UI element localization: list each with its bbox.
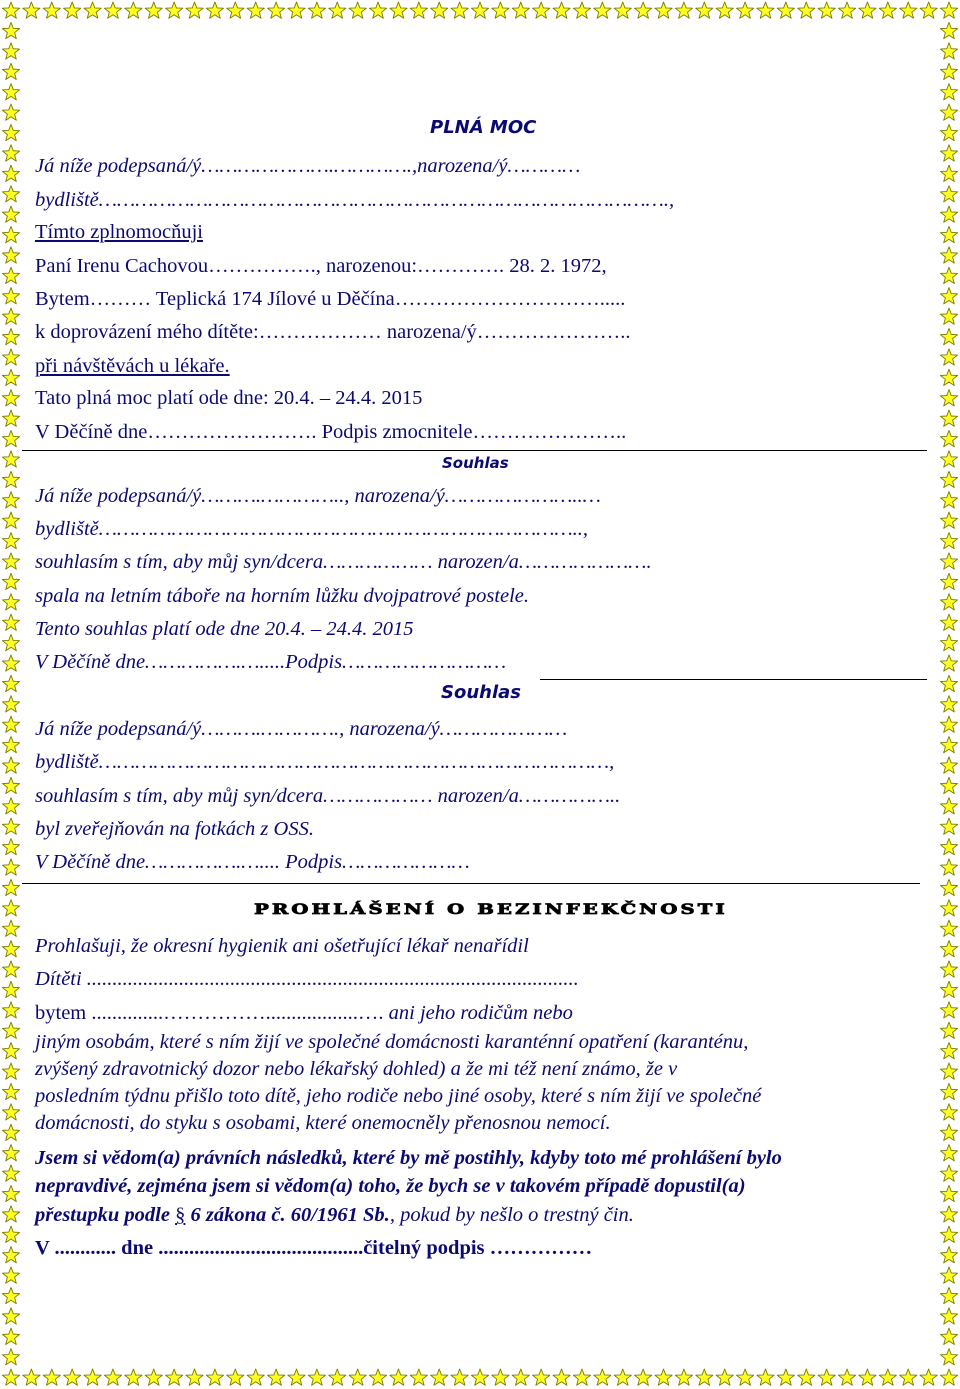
- border-star-icon: [410, 2, 427, 18]
- border-star-icon: [145, 1369, 162, 1385]
- border-star-icon: [940, 247, 957, 263]
- prohlaseni-line-10-c: , pokud by nešlo o trestný čin.: [389, 1204, 634, 1226]
- border-star-icon: [940, 1124, 957, 1140]
- plna-moc-line-8: Tato plná moc platí ode dne: 20.4. – 24.4. 2015: [35, 387, 423, 409]
- border-star-icon: [940, 206, 957, 222]
- border-star-icon: [186, 1369, 203, 1385]
- prohlaseni-line-1: Prohlašuji, že okresní hygienik ani ošetřující lékař nenařídil: [35, 935, 529, 957]
- border-star-icon: [2, 328, 19, 344]
- border-star-icon: [2, 655, 19, 671]
- border-star-icon: [940, 430, 957, 446]
- border-star-icon: [2, 981, 19, 997]
- border-star-icon: [940, 614, 957, 630]
- border-star-icon: [573, 1369, 590, 1385]
- border-star-icon: [940, 2, 957, 18]
- border-star-icon: [431, 1369, 448, 1385]
- border-star-icon: [900, 2, 917, 18]
- border-star-icon: [940, 675, 957, 691]
- border-star-icon: [206, 2, 223, 18]
- border-star-icon: [2, 1043, 19, 1059]
- border-star-icon: [940, 1308, 957, 1324]
- border-star-icon: [166, 2, 183, 18]
- border-star-icon: [2, 1328, 19, 1344]
- border-star-icon: [614, 1369, 631, 1385]
- border-star-icon: [2, 369, 19, 385]
- plna-moc-line-2: bydliště………………………………………………………………………………….,: [35, 189, 675, 211]
- prohlaseni-banner: [165, 897, 817, 921]
- border-star-icon: [2, 267, 19, 283]
- border-star-icon: [940, 1043, 957, 1059]
- border-star-icon: [2, 1083, 19, 1099]
- souhlas2-line-5: V Děčíně dne…………….….... Podpis…………………: [35, 851, 470, 873]
- border-star-icon: [696, 1369, 713, 1385]
- border-star-icon: [43, 1369, 60, 1385]
- border-star-icon: [940, 961, 957, 977]
- border-star-icon: [940, 1328, 957, 1344]
- plna-moc-line-9: V Děčíně dne……………………. Podpis zmocnitele…………………..: [35, 421, 627, 443]
- souhlas2-line-1: Já níže podepsaná/ý……….…………., narozena/ý…………………: [35, 718, 568, 740]
- border-star-icon: [2, 1226, 19, 1242]
- border-star-icon: [940, 492, 957, 508]
- border-star-icon: [2, 757, 19, 773]
- border-star-icon: [145, 2, 162, 18]
- prohlaseni-line-11: V ............ dne ........................................čitelný podpis ……………: [35, 1237, 593, 1259]
- souhlas2-line-4: byl zveřejňován na fotkách z OSS.: [35, 818, 314, 840]
- border-star-icon: [757, 2, 774, 18]
- border-star-icon: [64, 2, 81, 18]
- border-star-icon: [553, 1369, 570, 1385]
- border-star-icon: [166, 1369, 183, 1385]
- border-star-icon: [940, 879, 957, 895]
- border-star-icon: [329, 1369, 346, 1385]
- border-star-icon: [2, 471, 19, 487]
- border-star-icon: [2, 777, 19, 793]
- border-star-icon: [2, 859, 19, 875]
- border-star-icon: [2, 186, 19, 202]
- border-star-icon: [512, 2, 529, 18]
- border-star-icon: [2, 675, 19, 691]
- border-star-icon: [777, 2, 794, 18]
- border-star-icon: [635, 1369, 652, 1385]
- border-star-icon: [2, 839, 19, 855]
- border-star-icon: [2, 145, 19, 161]
- border-star-icon: [410, 1369, 427, 1385]
- border-star-icon: [2, 288, 19, 304]
- border-star-icon: [2, 124, 19, 140]
- prohlaseni-line-10-b: 6 zákona č. 60/1961 Sb.: [185, 1204, 390, 1226]
- border-star-icon: [940, 1349, 957, 1365]
- border-star-icon: [940, 308, 957, 324]
- border-star-icon: [2, 573, 19, 589]
- border-star-icon: [492, 2, 509, 18]
- border-star-icon: [940, 145, 957, 161]
- souhlas1-line-3: souhlasím s tím, aby můj syn/dcera……………… narozen/a………………….: [35, 551, 652, 573]
- border-star-icon: [471, 1369, 488, 1385]
- border-star-icon: [920, 2, 937, 18]
- border-star-icon: [940, 696, 957, 712]
- border-star-icon: [2, 1349, 19, 1365]
- border-star-icon: [573, 2, 590, 18]
- border-star-icon: [349, 2, 366, 18]
- prohlaseni-line-6: posledním týdnu přišlo toto dítě, jeho rodiče nebo jiné osoby, které s ním žijí ve společné: [35, 1085, 762, 1107]
- border-star-icon: [2, 961, 19, 977]
- border-star-icon: [940, 920, 957, 936]
- border-star-icon: [940, 777, 957, 793]
- border-star-icon: [2, 920, 19, 936]
- border-star-icon: [940, 471, 957, 487]
- border-star-icon: [798, 2, 815, 18]
- border-star-icon: [431, 2, 448, 18]
- border-star-icon: [798, 1369, 815, 1385]
- border-star-icon: [43, 2, 60, 18]
- border-star-icon: [940, 1369, 957, 1385]
- border-star-icon: [23, 1369, 40, 1385]
- border-star-icon: [655, 1369, 672, 1385]
- border-star-icon: [2, 1267, 19, 1283]
- border-star-icon: [2, 1165, 19, 1181]
- prohlaseni-line-2: Dítěti ................................................................................................: [35, 968, 579, 990]
- border-star-icon: [2, 22, 19, 38]
- plna-moc-line-5: Bytem……… Teplická 174 Jílové u Děčína………………………….....: [35, 288, 626, 310]
- plna-moc-line-3: Tímto zplnomocňuji: [35, 221, 203, 243]
- souhlas2-line-3: souhlasím s tím, aby můj syn/dcera……………… narozen/a……………..: [35, 785, 621, 807]
- border-star-icon: [940, 1063, 957, 1079]
- border-star-icon: [2, 696, 19, 712]
- prohlaseni-line-3-b: ani jeho rodičům nebo: [388, 1002, 573, 1024]
- border-star-icon: [675, 2, 692, 18]
- border-star-icon: [940, 1165, 957, 1181]
- border-star-icon: [635, 2, 652, 18]
- border-star-icon: [471, 2, 488, 18]
- border-star-icon: [940, 1206, 957, 1222]
- border-star-icon: [2, 206, 19, 222]
- border-star-icon: [2, 818, 19, 834]
- border-star-icon: [594, 1369, 611, 1385]
- prohlaseni-line-7: domácnosti, do styku s osobami, které onemocněly přenosnou nemocí.: [35, 1112, 611, 1134]
- border-star-icon: [859, 1369, 876, 1385]
- souhlas1-line-6: V Děčíně dne…………….….....Podpis………………………: [35, 651, 507, 673]
- plna-moc-line-1: Já níže podepsaná/ý………………….………….,narozena/ý…………: [35, 155, 581, 177]
- border-star-icon: [716, 2, 733, 18]
- border-star-icon: [879, 1369, 896, 1385]
- border-star-icon: [186, 2, 203, 18]
- border-star-icon: [2, 879, 19, 895]
- border-star-icon: [900, 1369, 917, 1385]
- border-star-icon: [288, 2, 305, 18]
- border-star-icon: [940, 1145, 957, 1161]
- border-star-icon: [268, 2, 285, 18]
- border-star-icon: [940, 716, 957, 732]
- border-star-icon: [838, 1369, 855, 1385]
- border-star-icon: [940, 757, 957, 773]
- border-star-icon: [757, 1369, 774, 1385]
- border-star-icon: [2, 1247, 19, 1263]
- border-star-icon: [940, 818, 957, 834]
- border-star-icon: [940, 1267, 957, 1283]
- border-star-icon: [2, 390, 19, 406]
- border-star-icon: [940, 267, 957, 283]
- plna-moc-line-7: při návštěvách u lékaře.: [35, 355, 230, 377]
- border-star-icon: [2, 614, 19, 630]
- souhlas1-line-4: spala na letním táboře na horním lůžku dvojpatrové postele.: [35, 585, 530, 607]
- border-star-icon: [940, 839, 957, 855]
- border-star-icon: [533, 2, 550, 18]
- border-star-icon: [940, 63, 957, 79]
- border-star-icon: [349, 1369, 366, 1385]
- border-star-icon: [2, 1104, 19, 1120]
- border-star-icon: [818, 1369, 835, 1385]
- border-star-icon: [940, 165, 957, 181]
- border-star-icon: [2, 104, 19, 120]
- border-star-icon: [2, 512, 19, 528]
- border-star-icon: [940, 1083, 957, 1099]
- border-star-icon: [940, 512, 957, 528]
- border-star-icon: [84, 1369, 101, 1385]
- border-star-icon: [2, 1308, 19, 1324]
- border-star-icon: [2, 594, 19, 610]
- border-star-icon: [940, 1002, 957, 1018]
- border-star-icon: [2, 84, 19, 100]
- border-star-icon: [247, 2, 264, 18]
- border-star-icon: [940, 900, 957, 916]
- border-star-icon: [940, 1287, 957, 1303]
- souhlas1-line-1: Já níže podepsaná/ý……….………….., narozena/ý…………………..…: [35, 485, 601, 507]
- border-star-icon: [2, 1287, 19, 1303]
- border-star-icon: [2, 43, 19, 59]
- border-star-icon: [104, 1369, 121, 1385]
- border-star-icon: [940, 737, 957, 753]
- border-star-icon: [818, 2, 835, 18]
- border-star-icon: [2, 1063, 19, 1079]
- border-star-icon: [227, 1369, 244, 1385]
- border-star-icon: [288, 1369, 305, 1385]
- border-star-icon: [940, 186, 957, 202]
- border-star-icon: [247, 1369, 264, 1385]
- border-star-icon: [2, 430, 19, 446]
- border-star-icon: [329, 2, 346, 18]
- border-star-icon: [940, 124, 957, 140]
- divider-2: [540, 679, 927, 680]
- border-star-icon: [940, 634, 957, 650]
- border-star-icon: [308, 2, 325, 18]
- border-star-icon: [940, 859, 957, 875]
- prohlaseni-line-10: [35, 1203, 634, 1227]
- border-star-icon: [614, 2, 631, 18]
- souhlas-heading-1: Souhlas: [442, 454, 509, 472]
- border-star-icon: [125, 1369, 142, 1385]
- border-star-icon: [84, 2, 101, 18]
- border-star-icon: [2, 798, 19, 814]
- border-star-icon: [859, 2, 876, 18]
- border-star-icon: [2, 2, 19, 18]
- border-star-icon: [737, 2, 754, 18]
- border-star-icon: [940, 1247, 957, 1263]
- border-star-icon: [2, 63, 19, 79]
- border-star-icon: [2, 226, 19, 242]
- border-star-icon: [451, 2, 468, 18]
- prohlaseni-line-5: zvýšený zdravotnický dozor nebo lékařský dohled) a že mi též není známo, že v: [35, 1058, 678, 1080]
- border-star-icon: [104, 2, 121, 18]
- border-star-icon: [655, 2, 672, 18]
- border-star-icon: [940, 1104, 957, 1120]
- border-star-icon: [390, 1369, 407, 1385]
- divider-1: [22, 450, 927, 451]
- border-star-icon: [940, 553, 957, 569]
- border-star-icon: [2, 1206, 19, 1222]
- border-star-icon: [2, 492, 19, 508]
- border-star-icon: [940, 369, 957, 385]
- border-star-icon: [2, 1002, 19, 1018]
- border-star-icon: [2, 941, 19, 957]
- divider-3: [22, 883, 920, 884]
- border-star-icon: [940, 532, 957, 548]
- border-star-icon: [369, 2, 386, 18]
- border-star-icon: [2, 737, 19, 753]
- border-star-icon: [2, 247, 19, 263]
- souhlas-heading-2: Souhlas: [441, 682, 521, 703]
- border-star-icon: [2, 553, 19, 569]
- border-star-icon: [308, 1369, 325, 1385]
- border-star-icon: [2, 1022, 19, 1038]
- border-star-icon: [940, 594, 957, 610]
- plna-moc-line-4: Paní Irenu Cachovou……………., narozenou:…………. 28. 2. 1972,: [35, 255, 607, 277]
- border-star-icon: [268, 1369, 285, 1385]
- border-star-icon: [2, 1124, 19, 1140]
- border-star-icon: [940, 288, 957, 304]
- prohlaseni-line-3-a: bytem ..............……………..................….: [35, 1002, 389, 1024]
- border-star-icon: [940, 1185, 957, 1201]
- border-star-icon: [675, 1369, 692, 1385]
- prohlaseni-line-4: jiným osobám, které s ním žijí ve společné domácnosti karanténní opatření (karanténu,: [35, 1031, 749, 1053]
- border-star-icon: [940, 981, 957, 997]
- border-star-icon: [716, 1369, 733, 1385]
- border-star-icon: [940, 798, 957, 814]
- souhlas2-line-2: bydliště…………………………………………………………………………,: [35, 751, 615, 773]
- souhlas1-line-5: Tento souhlas platí ode dne 20.4. – 24.4. 2015: [35, 618, 414, 640]
- border-star-icon: [553, 2, 570, 18]
- border-star-icon: [940, 104, 957, 120]
- prohlaseni-line-10-a: přestupku podle: [35, 1204, 176, 1226]
- border-star-icon: [940, 22, 957, 38]
- border-star-icon: [2, 308, 19, 324]
- border-star-icon: [920, 1369, 937, 1385]
- border-star-icon: [940, 390, 957, 406]
- border-star-icon: [737, 1369, 754, 1385]
- prohlaseni-line-8: Jsem si vědom(a) právních následků, které by mě postihly, kdyby toto mé prohlášení bylo: [35, 1147, 782, 1169]
- border-star-icon: [940, 655, 957, 671]
- border-star-icon: [2, 1369, 19, 1385]
- border-star-icon: [23, 2, 40, 18]
- border-star-icon: [390, 2, 407, 18]
- border-star-icon: [940, 226, 957, 242]
- border-star-icon: [2, 900, 19, 916]
- border-star-icon: [451, 1369, 468, 1385]
- border-star-icon: [696, 2, 713, 18]
- border-star-icon: [940, 349, 957, 365]
- border-star-icon: [940, 1226, 957, 1242]
- border-star-icon: [940, 451, 957, 467]
- border-star-icon: [2, 349, 19, 365]
- prohlaseni-line-9: nepravdivé, zejména jsem si vědom(a) toho, že bych se v takovém případě dopustil(a): [35, 1175, 746, 1197]
- border-star-icon: [533, 1369, 550, 1385]
- border-star-icon: [940, 410, 957, 426]
- prohlaseni-banner-text: PROHLÁŠENÍ O BEZINFEKČNOSTI: [254, 900, 728, 918]
- border-star-icon: [879, 2, 896, 18]
- border-star-icon: [2, 410, 19, 426]
- border-star-icon: [940, 1022, 957, 1038]
- border-star-icon: [206, 1369, 223, 1385]
- border-star-icon: [2, 1145, 19, 1161]
- document-title: PLNÁ MOC: [430, 117, 537, 138]
- border-star-icon: [125, 2, 142, 18]
- border-star-icon: [838, 2, 855, 18]
- border-star-icon: [2, 716, 19, 732]
- border-star-icon: [369, 1369, 386, 1385]
- prohlaseni-line-3: [35, 1001, 573, 1025]
- border-star-icon: [940, 84, 957, 100]
- border-star-icon: [2, 451, 19, 467]
- border-star-icon: [940, 328, 957, 344]
- border-star-icon: [2, 532, 19, 548]
- border-star-icon: [2, 634, 19, 650]
- border-star-icon: [940, 573, 957, 589]
- border-star-icon: [2, 165, 19, 181]
- border-star-icon: [940, 43, 957, 59]
- section-sign: §: [175, 1204, 186, 1226]
- border-star-icon: [594, 2, 611, 18]
- border-star-icon: [777, 1369, 794, 1385]
- border-star-icon: [492, 1369, 509, 1385]
- border-star-icon: [940, 941, 957, 957]
- border-star-icon: [2, 1185, 19, 1201]
- border-star-icon: [227, 2, 244, 18]
- souhlas1-line-2: bydliště……………………………………………………………………..,: [35, 518, 589, 540]
- border-star-icon: [64, 1369, 81, 1385]
- border-star-icon: [512, 1369, 529, 1385]
- plna-moc-line-6: k doprovázení mého dítěte:……………… narozena/ý…………………..: [35, 321, 631, 343]
